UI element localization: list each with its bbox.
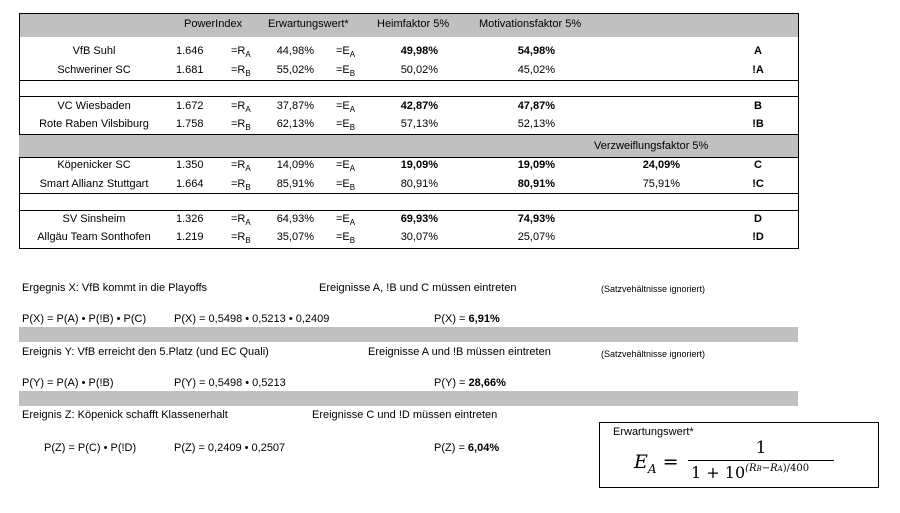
erwartung-value: 35,07% xyxy=(276,231,314,243)
ea-symbol: $=E_B$ xyxy=(336,64,356,78)
motiv-value: 74,93% xyxy=(517,213,555,225)
team-name: Allgäu Team Sonthofen xyxy=(37,231,151,243)
power-index: 1.326 xyxy=(176,213,204,225)
ea-symbol: $=E_B$ xyxy=(336,118,356,132)
heim-value: 42,87% xyxy=(400,100,438,112)
heim-value: 30,07% xyxy=(400,231,438,243)
ra-symbol: $=R_A$ xyxy=(231,159,251,173)
denominator-exponent: (RB−RA)/400 xyxy=(745,463,810,474)
team-name: Rote Raben Vilsbiburg xyxy=(39,118,149,130)
team-name: VC Wiesbaden xyxy=(57,100,131,112)
heim-value: 19,09% xyxy=(400,159,438,171)
power-index: 1.758 xyxy=(176,118,204,130)
ea-symbol: $=E_A$ xyxy=(336,100,356,114)
event-x-result-value: 6,91% xyxy=(468,313,500,325)
motiv-value: 45,02% xyxy=(517,64,555,76)
formula-equals: = xyxy=(662,451,679,473)
erwartung-value: 85,91% xyxy=(276,178,314,190)
heim-value: 69,93% xyxy=(400,213,438,225)
row-divider xyxy=(19,157,798,158)
row-divider xyxy=(19,210,798,211)
separator-band xyxy=(19,391,798,406)
header-erwartungswert: Erwartungswert* xyxy=(268,18,349,30)
team-name: Smart Allianz Stuttgart xyxy=(39,178,149,190)
header-verzweiflungsfaktor: Verzweiflungsfaktor 5% xyxy=(594,140,709,152)
power-index: 1.681 xyxy=(176,64,204,76)
event-z-result-label: P(Z) = xyxy=(434,442,468,454)
heim-value: 80,91% xyxy=(400,178,438,190)
event-z-result-value: 6,04% xyxy=(467,442,500,454)
erwartung-value: 14,09% xyxy=(276,159,314,171)
power-index: 1.672 xyxy=(176,100,204,112)
verz-value: 75,91% xyxy=(642,178,680,190)
power-index: 1.664 xyxy=(176,178,204,190)
event-z-calc: P(Z) = 0,2409 • 0,2507 xyxy=(174,442,286,454)
ra-symbol: $=R_B$ xyxy=(231,118,251,132)
motiv-value: 25,07% xyxy=(517,231,555,243)
event-label: !B xyxy=(752,118,764,130)
event-x-need: Ereignisse A, !B und C müssen eintreten xyxy=(319,282,517,294)
event-y-title: Ereignis Y: VfB erreicht den 5.Platz (und EC Quali) xyxy=(22,346,269,358)
event-label: !A xyxy=(752,64,764,76)
event-z-title: Ereignis Z: Köpenick schafft Klassenerhalt xyxy=(22,409,228,421)
event-x-result-label: P(X) = xyxy=(434,313,469,325)
row-divider xyxy=(19,134,798,135)
event-z-need: Ereignisse C und !D müssen eintreten xyxy=(312,409,498,421)
erwartung-value: 37,87% xyxy=(276,100,314,112)
event-label: A xyxy=(754,45,762,57)
event-y-formula: P(Y) = P(A) • P(!B) xyxy=(22,377,114,389)
formula-lhs-sub: A xyxy=(647,462,657,476)
ea-symbol: $=E_A$ xyxy=(336,213,356,227)
heim-value: 57,13% xyxy=(400,118,438,130)
header-motivationsfaktor: Motivationsfaktor 5% xyxy=(479,18,582,30)
motiv-value: 52,13% xyxy=(517,118,555,130)
event-y-need: Ereignisse A und !B müssen eintreten xyxy=(368,346,551,358)
event-y-result-value: 28,66% xyxy=(468,377,506,389)
ra-symbol: $=R_B$ xyxy=(231,231,251,245)
ea-symbol: $=E_A$ xyxy=(336,45,356,59)
event-x-result xyxy=(434,313,500,326)
erwartung-value: 62,13% xyxy=(276,118,314,130)
header-heimfaktor: Heimfaktor 5% xyxy=(377,18,450,30)
event-label: D xyxy=(754,213,762,225)
header-powerindex: PowerIndex xyxy=(184,18,243,30)
ra-symbol: $=R_A$ xyxy=(231,45,251,59)
formula-numerator: 1 xyxy=(755,438,767,458)
motiv-value: 19,09% xyxy=(517,159,555,171)
ea-symbol: $=E_B$ xyxy=(336,231,356,245)
row-divider xyxy=(19,80,798,81)
team-name: Köpenicker SC xyxy=(57,159,131,171)
formula-lhs-var: E xyxy=(634,451,648,473)
event-y-result xyxy=(434,377,506,390)
row-divider xyxy=(19,193,798,194)
row-divider xyxy=(19,96,798,97)
ra-symbol: $=R_A$ xyxy=(231,100,251,114)
team-name: VfB Suhl xyxy=(72,45,116,57)
event-y-result-label: P(Y) = xyxy=(434,377,469,389)
ea-symbol: $=E_A$ xyxy=(336,159,356,173)
event-label: !C xyxy=(752,178,764,190)
event-z-formula: P(Z) = P(C) • P(!D) xyxy=(44,442,137,454)
motiv-value: 47,87% xyxy=(517,100,555,112)
motiv-value: 80,91% xyxy=(517,178,555,190)
team-name: Schweriner SC xyxy=(57,64,131,76)
denominator-base: 1 + 10 xyxy=(691,463,746,482)
formula-box-title: Erwartungswert* xyxy=(613,426,694,438)
separator-band xyxy=(19,327,798,342)
motiv-value: 54,98% xyxy=(517,45,555,57)
ra-symbol: $=R_B$ xyxy=(231,64,251,78)
event-x-calc: P(X) = 0,5498 • 0,5213 • 0,2409 xyxy=(174,313,330,325)
event-x-note: (Satzvehältnisse ignoriert) xyxy=(601,284,706,294)
event-y-calc: P(Y) = 0,5498 • 0,5213 xyxy=(174,377,286,389)
ra-symbol: $=R_A$ xyxy=(231,213,251,227)
event-x-title: Ergegnis X: VfB kommt in die Playoffs xyxy=(22,282,208,294)
erwartung-value: 64,93% xyxy=(276,213,314,225)
erwartung-value: 44,98% xyxy=(276,45,314,57)
ra-symbol: $=R_B$ xyxy=(231,178,251,192)
ea-symbol: $=E_B$ xyxy=(336,178,356,192)
verz-value: 24,09% xyxy=(642,159,680,171)
event-y-note: (Satzvehältnisse ignoriert) xyxy=(601,349,706,359)
formula-denominator xyxy=(691,463,809,486)
event-z-result xyxy=(434,442,499,455)
heim-value: 50,02% xyxy=(400,64,438,76)
power-index: 1.646 xyxy=(176,45,204,57)
event-label: C xyxy=(754,159,762,171)
erwartung-value: 55,02% xyxy=(276,64,314,76)
event-x-formula: P(X) = P(A) • P(!B) • P(C) xyxy=(22,313,147,325)
formula-box xyxy=(599,422,879,488)
team-name: SV Sinsheim xyxy=(62,213,126,225)
power-index: 1.350 xyxy=(176,159,204,171)
fraction-bar xyxy=(688,460,834,461)
event-label: !D xyxy=(752,231,764,243)
power-index: 1.219 xyxy=(176,231,204,243)
heim-value: 49,98% xyxy=(400,45,438,57)
formula-lhs xyxy=(634,451,679,475)
event-label: B xyxy=(754,100,762,112)
